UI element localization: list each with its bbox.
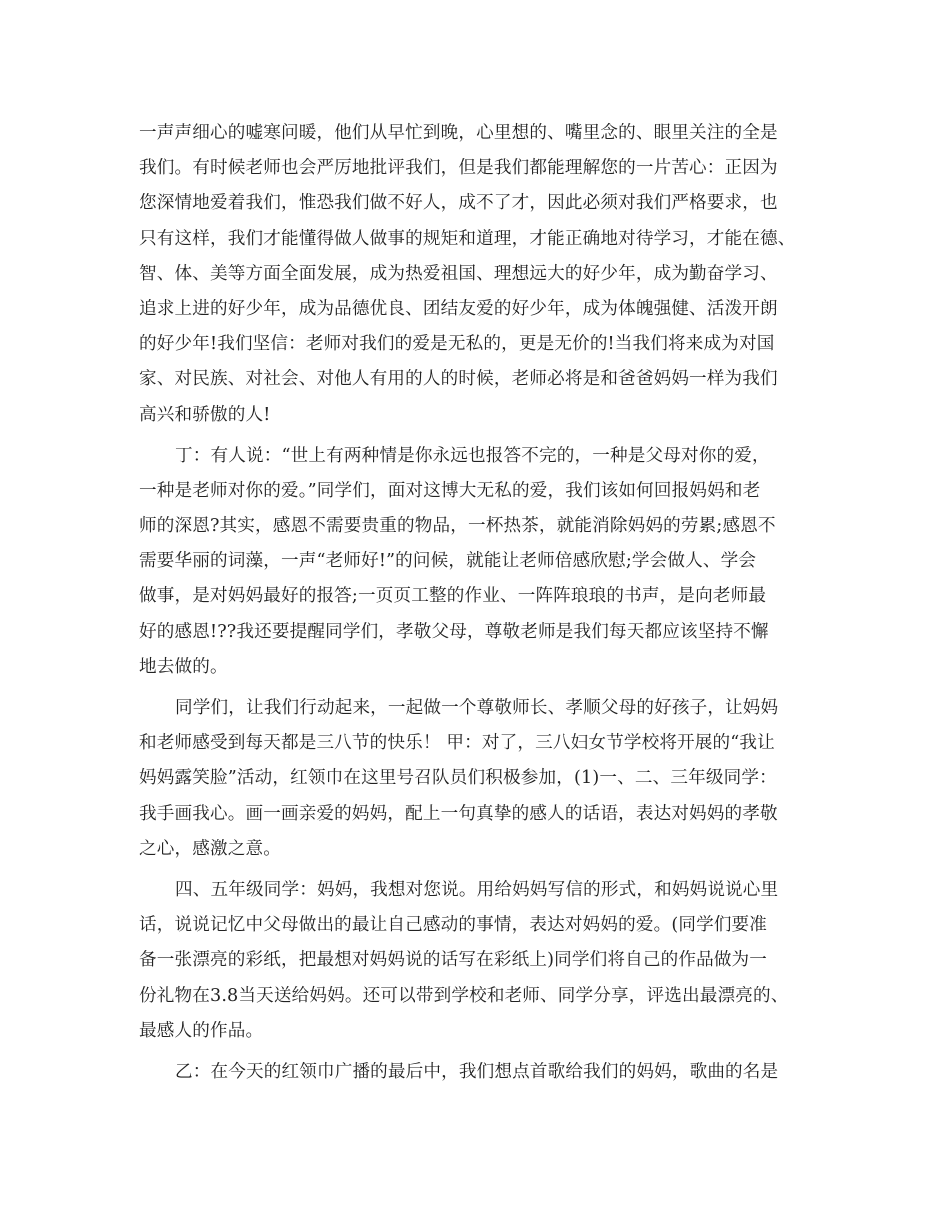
text-line: 份礼物在3.8当天送给妈妈。还可以带到学校和老师、同学分享，评选出最漂亮的、 [139, 985, 789, 1006]
text-line: 丁：有人说：“世上有两种情是你永远也报答不完的，一种是父母对你的爱， [175, 445, 770, 466]
document-body [139, 116, 819, 1090]
text-line: 您深情地爱着我们，惟恐我们做不好人，成不了才，因此必须对我们严格要求，也 [139, 193, 778, 214]
paragraph-1 [139, 116, 819, 433]
text-line: 家、对民族、对社会、对他人有用的人的时候，老师必将是和爸爸妈妈一样为我们 [139, 369, 778, 390]
text-line: 备一张漂亮的彩纸，把最想对妈妈说的话写在彩纸上)同学们将自己的作品做为一 [139, 950, 768, 971]
text-line: 做事，是对妈妈最好的报答;一页页工整的作业、一阵阵琅琅的书声，是向老师最 [139, 586, 767, 607]
text-line: 只有这样，我们才能懂得做人做事的规矩和道理，才能正确地对待学习，才能在德、 [139, 228, 796, 249]
text-line: 高兴和骄傲的人! [139, 404, 271, 425]
text-line: 智、体、美等方面全面发展，成为热爱祖国、理想远大的好少年，成为勤奋学习、 [139, 263, 778, 284]
text-line: 师的深恩?其实，感恩不需要贵重的物品，一杯热茶，就能消除妈妈的劳累;感恩不 [139, 516, 776, 537]
text-line: 好的感恩!??我还要提醒同学们，孝敬父母，尊敬老师是我们每天都应该坚持不懈 [139, 621, 769, 642]
text-line: 我们。有时候老师也会严厉地批评我们，但是我们都能理解您的一片苦心：正因为 [139, 158, 778, 179]
text-line: 一声声细心的嘘寒问暖，他们从早忙到晚，心里想的、嘴里念的、眼里关注的全是 [139, 123, 778, 143]
text-line: 之心，感激之意。 [139, 838, 281, 859]
paragraph-2 [139, 439, 819, 685]
paragraph-5 [139, 1055, 819, 1090]
paragraph-4 [139, 873, 819, 1049]
text-line: 和老师感受到每天都是三八节的快乐！ 甲：对了，三八妇女节学校将开展的“我让 [139, 733, 775, 754]
text-line: 四、五年级同学：妈妈，我想对您说。用给妈妈写信的形式，和妈妈说说心里 [175, 879, 779, 900]
text-line: 妈妈露笑脸”活动，红领巾在这里号召队员们积极参加，(1)一、二、三年级同学： [139, 768, 777, 789]
text-line: 地去做的。 [139, 656, 228, 677]
text-line: 话，说说记忆中父母做出的最让自己感动的事情，表达对妈妈的爱。(同学们要准 [139, 915, 768, 936]
text-line: 我手画我心。画一画亲爱的妈妈，配上一句真挚的感人的话语，表达对妈妈的孝敬 [139, 803, 778, 824]
paragraph-3 [139, 691, 819, 867]
text-line: 的好少年!我们坚信：老师对我们的爱是无私的，更是无价的!当我们将来成为对国 [139, 334, 775, 355]
text-line: 乙：在今天的红领巾广播的最后中，我们想点首歌给我们的妈妈，歌曲的名是 [175, 1061, 779, 1082]
text-line: 一种是老师对你的爱。”同学们，面对这博大无私的爱，我们该如何回报妈妈和老 [139, 480, 761, 501]
text-line: 最感人的作品。 [139, 1020, 264, 1041]
text-line: 追求上进的好少年，成为品德优良、团结友爱的好少年，成为体魄强健、活泼开朗 [139, 298, 778, 319]
text-line: 同学们，让我们行动起来，一起做一个尊敬师长、孝顺父母的好孩子，让妈妈 [175, 698, 779, 718]
text-line: 需要华丽的词藻，一声“老师好!”的问候，就能让老师倍感欣慰;学会做人、学会 [139, 551, 757, 572]
